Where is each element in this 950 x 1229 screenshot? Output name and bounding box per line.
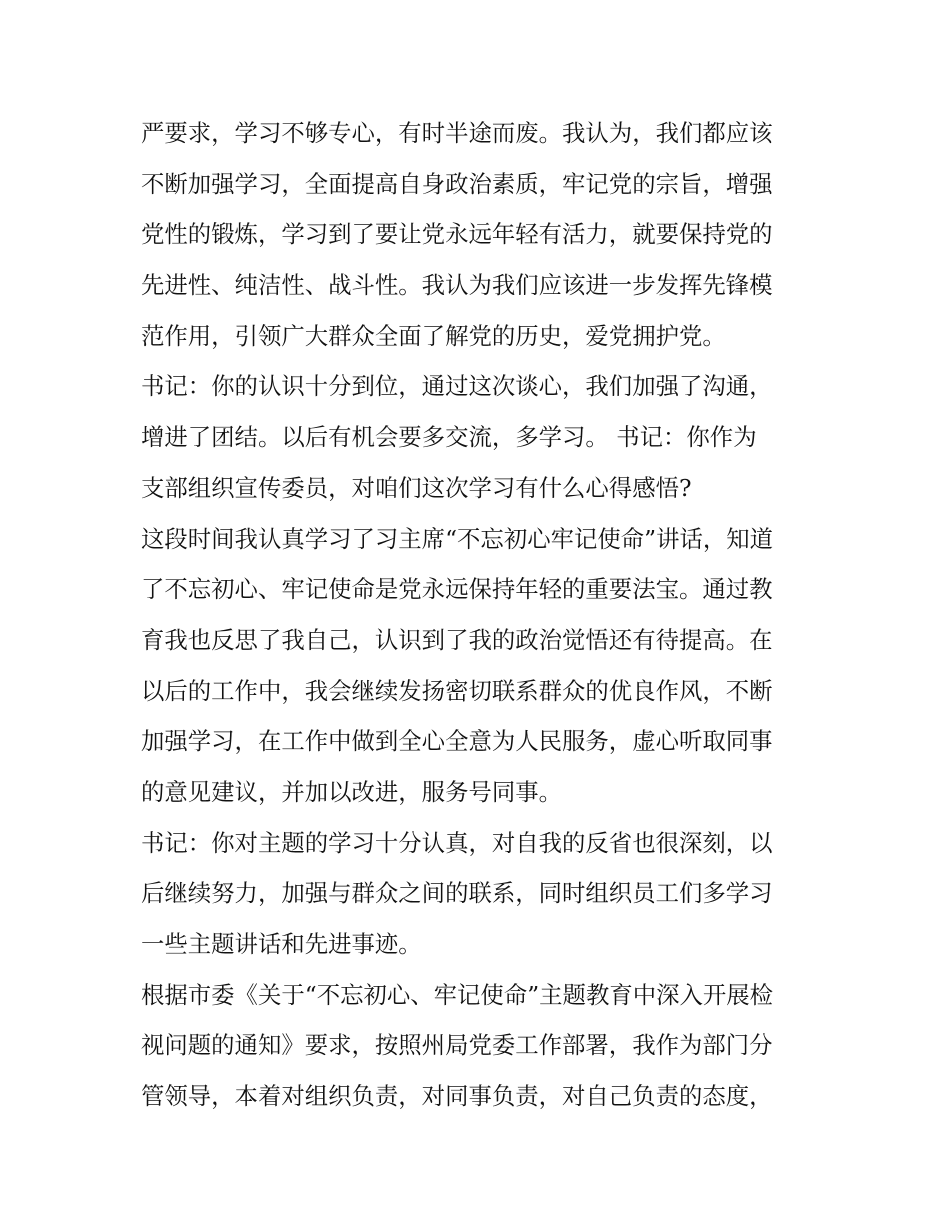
text-line: 了不忘初心、牢记使命是党永远保持年轻的重要法宝。通过教	[141, 575, 773, 604]
text-line: 的意见建议，并加以改进，服务号同事。	[141, 777, 563, 806]
text-line: 书记：你对主题的学习十分认真，对自我的反省也很深刻，以	[141, 828, 773, 857]
text-line: 范作用，引领广大群众全面了解党的历史，爱党拥护党。	[141, 321, 726, 350]
document-body	[141, 108, 821, 1122]
text-line: 严要求，学习不够专心，有时半途而废。我认为，我们都应该	[141, 119, 773, 147]
text-line: 这段时间我认真学习了习主席“不忘初心牢记使命”讲话，知道	[141, 524, 774, 553]
text-line: 不断加强学习，全面提高自身政治素质，牢记党的宗旨，增强	[141, 169, 773, 198]
text-line: 视问题的通知》要求，按照州局党委工作部署，我作为部门分	[141, 1031, 773, 1060]
text-line: 根据市委《关于“不忘初心、牢记使命”主题教育中深入开展检	[141, 980, 774, 1009]
text-line: 以后的工作中，我会继续发扬密切联系群众的优良作风，不断	[141, 676, 773, 705]
text-line: 加强学习，在工作中做到全心全意为人民服务，虚心听取同事	[141, 727, 773, 756]
text-line: 支部组织宣传委员，对咱们这次学习有什么心得感悟?	[141, 473, 692, 502]
text-line: 管领导，本着对组织负责，对同事负责，对自己负责的态度，	[141, 1082, 773, 1111]
text-line: 书记：你的认识十分到位，通过这次谈心，我们加强了沟通，	[141, 372, 773, 401]
text-line: 先进性、纯洁性、战斗性。我认为我们应该进一步发挥先锋模	[141, 271, 773, 300]
text-line: 育我也反思了我自己，认识到了我的政治觉悟还有待提高。在	[141, 625, 773, 654]
text-line: 后继续努力，加强与群众之间的联系，同时组织员工们多学习	[141, 879, 773, 908]
text-line: 增进了团结。以后有机会要多交流，多学习。 书记：你作为	[141, 423, 757, 452]
text-line: 一些主题讲话和先进事迹。	[141, 930, 422, 958]
text-line: 党性的锻炼，学习到了要让党永远年轻有活力，就要保持党的	[141, 220, 773, 249]
